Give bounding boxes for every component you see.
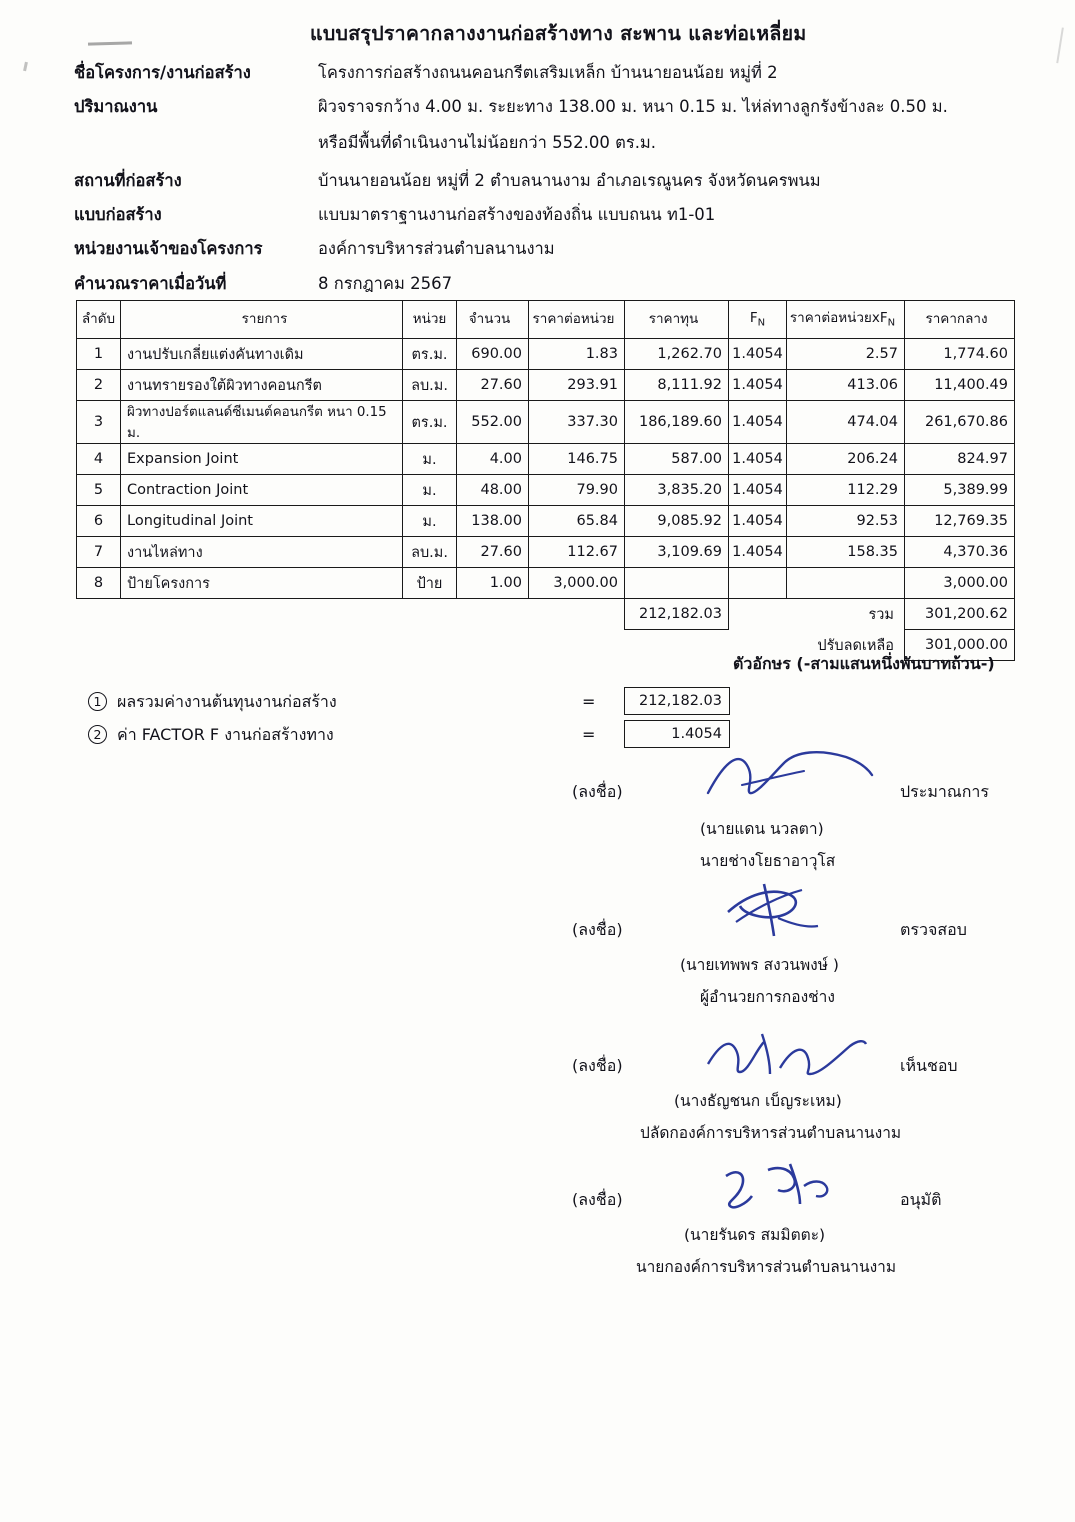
sign-role-3: เห็นชอบ (900, 1056, 958, 1075)
col-fn (729, 301, 787, 339)
table-row (77, 568, 1015, 599)
cell-desc: งานทรายรองใต้ผิวทางคอนกรีต (121, 370, 403, 401)
table-total-row (77, 599, 1015, 630)
equals-sign-1: = (582, 692, 596, 711)
table-row (77, 506, 1015, 537)
cell-no: 4 (77, 444, 121, 475)
header-value-location: บ้านนายอนน้อย หมู่ที่ 2 ตำบลนานงาม อำเภอเรณูนคร จังหวัดนครพนม (318, 171, 821, 190)
cell-cost: 3,109.69 (625, 537, 729, 568)
sign-name-4: (นายรันดร สมมิตตะ) (684, 1226, 826, 1244)
spacer-cell (403, 599, 457, 630)
cell-sum-value: 301,200.62 (905, 599, 1015, 630)
table-row (77, 339, 1015, 370)
summary-item-1 (88, 690, 337, 715)
label-sum: รวม (868, 606, 894, 623)
cell-unit-price-fn: 206.24 (787, 444, 905, 475)
table-header-row (77, 301, 1015, 339)
header-value-project: โครงการก่อสร้างถนนคอนกรีตเสริมเหล็ก บ้านนายอนน้อย หมู่ที่ 2 (318, 63, 778, 82)
signature-ink-1 (700, 745, 880, 805)
spacer-cell (457, 630, 529, 661)
header-label-owner: หน่วยงานเจ้าของโครงการ (74, 239, 263, 258)
boq-table (76, 300, 1015, 661)
cell-cost-total: 212,182.03 (625, 599, 729, 630)
cell-no: 3 (77, 401, 121, 444)
cell-unit-price-fn (787, 568, 905, 599)
spacer-cell (77, 599, 121, 630)
cell-desc: ป้ายโครงการ (121, 568, 403, 599)
spacer-cell (625, 630, 729, 661)
cell-qty: 552.00 (457, 401, 529, 444)
cell-cost: 3,835.20 (625, 475, 729, 506)
header-value-quantity-2: หรือมีพื้นที่ดำเนินงานไม่น้อยกว่า 552.00 ตร.ม. (318, 133, 657, 152)
sign-name-2: (นายเทพพร สงวนพงษ์ ) (680, 956, 839, 974)
cell-mid-price: 1,774.60 (905, 339, 1015, 370)
table-row (77, 537, 1015, 568)
col-unit: หน่วย (403, 301, 457, 339)
sign-label-3: (ลงชื่อ) (572, 1056, 623, 1075)
sign-role-2: ตรวจสอบ (900, 920, 967, 939)
sign-position-2: ผู้อำนวยการกองช่าง (700, 988, 835, 1006)
page-title: แบบสรุปราคากลางงานก่อสร้างทาง สะพาน และท่อเหลี่ยม (310, 22, 807, 45)
cell-mid-price: 11,400.49 (905, 370, 1015, 401)
cell-qty: 27.60 (457, 537, 529, 568)
signature-ink-4 (716, 1160, 836, 1216)
cell-fn (729, 568, 787, 599)
cell-mid-price: 3,000.00 (905, 568, 1015, 599)
cell-no: 5 (77, 475, 121, 506)
cell-mid-price: 12,769.35 (905, 506, 1015, 537)
cell-no: 2 (77, 370, 121, 401)
cell-fn: 1.4054 (729, 339, 787, 370)
sign-label-1: (ลงชื่อ) (572, 782, 623, 801)
cell-mid-price: 4,370.36 (905, 537, 1015, 568)
cell-cost (625, 568, 729, 599)
summary-item-2 (88, 723, 334, 748)
cell-no: 1 (77, 339, 121, 370)
item-number-1: 1 (88, 692, 107, 711)
signature-ink-2 (718, 878, 848, 940)
spacer-cell (77, 630, 121, 661)
cell-qty: 27.60 (457, 370, 529, 401)
header-value-calc-date: 8 กรกฎาคม 2567 (318, 274, 453, 293)
spacer-cell (529, 599, 625, 630)
cell-unit: ม. (403, 506, 457, 537)
col-fn-text: F (749, 309, 758, 326)
label-reduced: ปรับลดเหลือ (817, 637, 894, 654)
item-number-2: 2 (88, 725, 107, 744)
cell-mid-price: 261,670.86 (905, 401, 1015, 444)
cell-desc: Longitudinal Joint (121, 506, 403, 537)
scan-page-edge (1056, 27, 1072, 64)
cell-mid-price: 5,389.99 (905, 475, 1015, 506)
cell-unit: ลบ.ม. (403, 537, 457, 568)
cell-no: 7 (77, 537, 121, 568)
table-row (77, 475, 1015, 506)
header-label-calc-date: คำนวณราคาเมื่อวันที่ (74, 274, 227, 293)
sign-role-4: อนุมัติ (900, 1190, 942, 1209)
cell-unit: ม. (403, 475, 457, 506)
scan-smudge (88, 41, 132, 45)
col-cost: ราคาทุน (625, 301, 729, 339)
table-row (77, 370, 1015, 401)
cell-cost: 1,262.70 (625, 339, 729, 370)
spacer-cell (121, 599, 403, 630)
value-box-total-cost: 212,182.03 (624, 687, 730, 715)
cell-unit-price: 1.83 (529, 339, 625, 370)
col-mid-price: ราคากลาง (905, 301, 1015, 339)
col-unit-price-fn-text: ราคาต่อหน่วยxF (789, 309, 888, 326)
cell-unit: ม. (403, 444, 457, 475)
cell-unit-price-fn: 112.29 (787, 475, 905, 506)
cell-unit: ตร.ม. (403, 401, 457, 444)
col-unit-price-fn-sub: N (887, 317, 896, 329)
cell-reduced-value: 301,000.00 (905, 630, 1015, 661)
sign-label-4: (ลงชื่อ) (572, 1190, 623, 1209)
sign-role-1: ประมาณการ (900, 782, 989, 801)
col-unit-price: ราคาต่อหน่วย (529, 301, 625, 339)
cell-unit-price: 337.30 (529, 401, 625, 444)
cell-unit: ตร.ม. (403, 339, 457, 370)
cell-desc: Contraction Joint (121, 475, 403, 506)
spacer-cell (403, 630, 457, 661)
cell-unit: ลบ.ม. (403, 370, 457, 401)
sign-name-3: (นางธัญชนก เบ็ญระเหม) (674, 1092, 842, 1110)
cell-fn: 1.4054 (729, 475, 787, 506)
spacer-cell (121, 630, 403, 661)
cell-unit-price: 146.75 (529, 444, 625, 475)
cell-cost: 9,085.92 (625, 506, 729, 537)
spacer-cell (457, 599, 529, 630)
cell-qty: 138.00 (457, 506, 529, 537)
header-value-quantity: ผิวจราจรกว้าง 4.00 ม. ระยะทาง 138.00 ม. หนา 0.15 ม. ไห่ล่ทางลูกรังข้างละ 0.50 ม. (318, 97, 948, 116)
header-label-quantity: ปริมาณงาน (74, 97, 158, 116)
col-fn-sub: N (757, 317, 766, 329)
sign-position-4: นายกองค์การบริหารส่วนตำบลนานงาม (636, 1258, 897, 1276)
cell-qty: 48.00 (457, 475, 529, 506)
signature-ink-3 (700, 1024, 870, 1082)
header-label-location: สถานที่ก่อสร้าง (74, 171, 182, 190)
value-box-factor-f: 1.4054 (624, 720, 730, 748)
cell-qty: 1.00 (457, 568, 529, 599)
cell-fn: 1.4054 (729, 537, 787, 568)
item-label-1: ผลรวมค่างานต้นทุนงานก่อสร้าง (117, 692, 337, 711)
spacer-cell (729, 599, 787, 630)
cell-fn: 1.4054 (729, 370, 787, 401)
cell-cost: 8,111.92 (625, 370, 729, 401)
header-label-drawing: แบบก่อสร้าง (74, 205, 162, 224)
cell-fn: 1.4054 (729, 401, 787, 444)
cell-unit-price-fn: 92.53 (787, 506, 905, 537)
item-label-2: ค่า FACTOR F งานก่อสร้างทาง (117, 725, 334, 744)
header-value-owner: องค์การบริหารส่วนตำบลนานงาม (318, 239, 555, 258)
cell-unit-price: 112.67 (529, 537, 625, 568)
cell-unit-price-fn: 474.04 (787, 401, 905, 444)
cell-unit: ป้าย (403, 568, 457, 599)
sign-label-2: (ลงชื่อ) (572, 920, 623, 939)
cell-no: 6 (77, 506, 121, 537)
spacer-cell (529, 630, 625, 661)
amount-in-words: ตัวอักษร (-สามแสนหนึ่งพันบาทถ้วน-) (733, 654, 995, 673)
cell-desc: งานปรับเกลี่ยแต่งคันทางเดิม (121, 339, 403, 370)
header-value-drawing: แบบมาตราฐานงานก่อสร้างของท้องถิ่น แบบถนน ท1-01 (318, 205, 716, 224)
col-no: ลำดับ (77, 301, 121, 339)
col-qty: จำนวน (457, 301, 529, 339)
scan-artifact-left (23, 62, 28, 71)
cell-unit-price-fn: 2.57 (787, 339, 905, 370)
cell-desc: ผิวทางปอร์ตแลนด์ซีเมนต์คอนกรีต หนา 0.15 ม. (121, 401, 403, 444)
cell-unit-price: 79.90 (529, 475, 625, 506)
cell-cost: 186,189.60 (625, 401, 729, 444)
cell-unit-price: 3,000.00 (529, 568, 625, 599)
col-unit-price-fn (787, 301, 905, 339)
cell-qty: 4.00 (457, 444, 529, 475)
cell-unit-price-fn: 158.35 (787, 537, 905, 568)
cell-fn: 1.4054 (729, 506, 787, 537)
cell-unit-price: 65.84 (529, 506, 625, 537)
cell-cost: 587.00 (625, 444, 729, 475)
table-row (77, 444, 1015, 475)
sign-position-3: ปลัดกองค์การบริหารส่วนตำบลนานงาม (640, 1124, 902, 1142)
cell-mid-price: 824.97 (905, 444, 1015, 475)
cell-desc: Expansion Joint (121, 444, 403, 475)
table-row (77, 401, 1015, 444)
col-desc: รายการ (121, 301, 403, 339)
sign-position-1: นายช่างโยธาอาวุโส (700, 852, 836, 870)
header-label-project: ชื่อโครงการ/งานก่อสร้าง (74, 63, 251, 82)
cell-desc: งานไหล่ทาง (121, 537, 403, 568)
cell-unit-price-fn: 413.06 (787, 370, 905, 401)
cell-unit-price: 293.91 (529, 370, 625, 401)
sign-name-1: (นายแดน นวลตา) (700, 820, 824, 838)
cell-qty: 690.00 (457, 339, 529, 370)
equals-sign-2: = (582, 725, 596, 744)
cell-no: 8 (77, 568, 121, 599)
cell-fn: 1.4054 (729, 444, 787, 475)
